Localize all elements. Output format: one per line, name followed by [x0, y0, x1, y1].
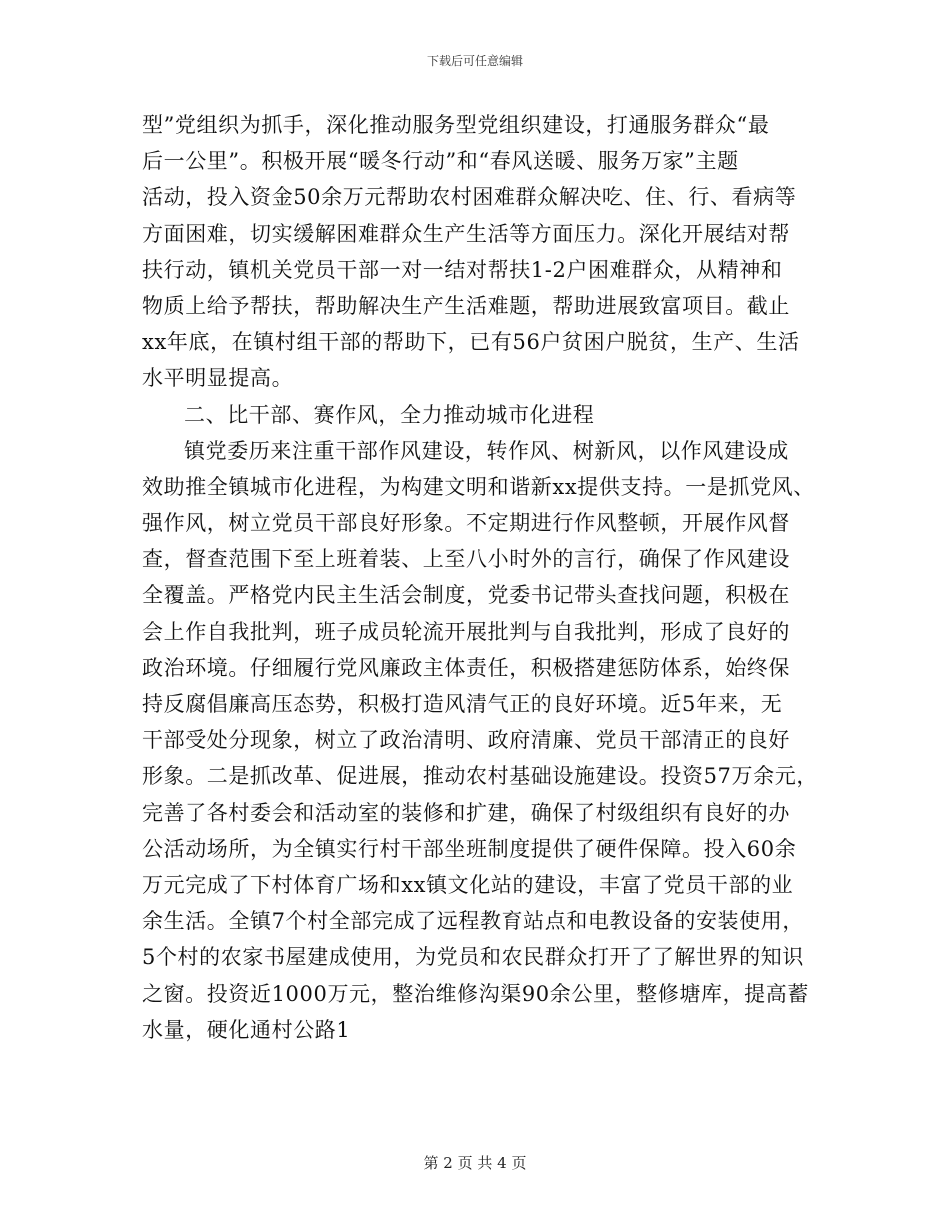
body-line: 方面困难，切实缓解困难群众生产生活等方面压力。深化开展结对帮 — [142, 221, 790, 246]
body-line: 水平明显提高。 — [142, 366, 294, 391]
body-line: 扶行动，镇机关党员干部一对一结对帮扶1-2户困难群众，从精神和 — [142, 257, 783, 282]
document-body — [142, 107, 818, 1048]
body-line: 万元完成了下村体育广场和xx镇文化站的建设，丰富了党员干部的业 — [142, 872, 794, 897]
body-line: 强作风，树立党员干部良好形象。不定期进行作风整顿，开展作风督 — [142, 511, 790, 536]
body-line: 物质上给予帮扶，帮助解决生产生活难题，帮助进展致富项目。截止 — [142, 293, 790, 318]
body-line: 公活动场所，为全镇实行村干部坐班制度提供了硬件保障。投入60余 — [142, 836, 797, 861]
body-line: 之窗。投资近1000万元，整治维修沟渠90余公里，整修塘库，提高蓄 — [142, 981, 809, 1006]
body-line: 政治环境。仔细履行党风廉政主体责任，积极搭建惩防体系，始终保 — [142, 655, 790, 680]
body-line: xx年底，在镇村组干部的帮助下，已有56户贫困户脱贫，生产、生活 — [142, 330, 800, 355]
section-heading: 二、比干部、赛作风，全力推动城市化进程 — [184, 402, 595, 427]
body-line: 查，督查范围下至上班着装、上至八小时外的言行，确保了作风建设 — [142, 547, 790, 572]
page-header: 下载后可任意编辑 — [426, 54, 523, 68]
body-line: 完善了各村委会和活动室的装修和扩建，确保了村级组织有良好的办 — [142, 800, 790, 825]
body-line: 5个村的农家书屋建成使用，为党员和农民群众打开了了解世界的知识 — [142, 945, 804, 970]
body-line: 型”党组织为抓手，深化推动服务型党组织建设，打通服务群众“最 — [142, 113, 770, 137]
body-line: 形象。二是抓改革、促进展，推动农村基础设施建设。投资57万余元， — [142, 764, 818, 789]
page-number-footer: 第 2 页 共 4 页 — [423, 1154, 527, 1172]
body-line: 活动，投入资金50余万元帮助农村困难群众解决吃、住、行、看病等 — [142, 185, 797, 210]
body-line: 效助推全镇城市化进程，为构建文明和谐新xx提供支持。一是抓党风、 — [142, 474, 815, 499]
body-line: 后一公里”。积极开展“暖冬行动”和“春风送暖、服务万家”主题 — [142, 149, 739, 174]
body-line: 持反腐倡廉高压态势，积极打造风清气正的良好环境。近5年来，无 — [142, 692, 783, 716]
body-line: 水量，硬化通村公路1 — [142, 1017, 351, 1042]
body-line: 会上作自我批判，班子成员轮流开展批判与自我批判，形成了良好的 — [142, 619, 790, 644]
body-line: 干部受处分现象，树立了政治清明、政府清廉、党员干部清正的良好 — [142, 728, 790, 753]
body-line: 镇党委历来注重干部作风建设，转作风、树新风，以作风建设成 — [184, 438, 789, 463]
body-line: 余生活。全镇7个村全部完成了远程教育站点和电教设备的安装使用， — [142, 909, 804, 934]
body-line: 全覆盖。严格党内民主生活会制度，党委书记带头查找问题，积极在 — [142, 583, 790, 608]
